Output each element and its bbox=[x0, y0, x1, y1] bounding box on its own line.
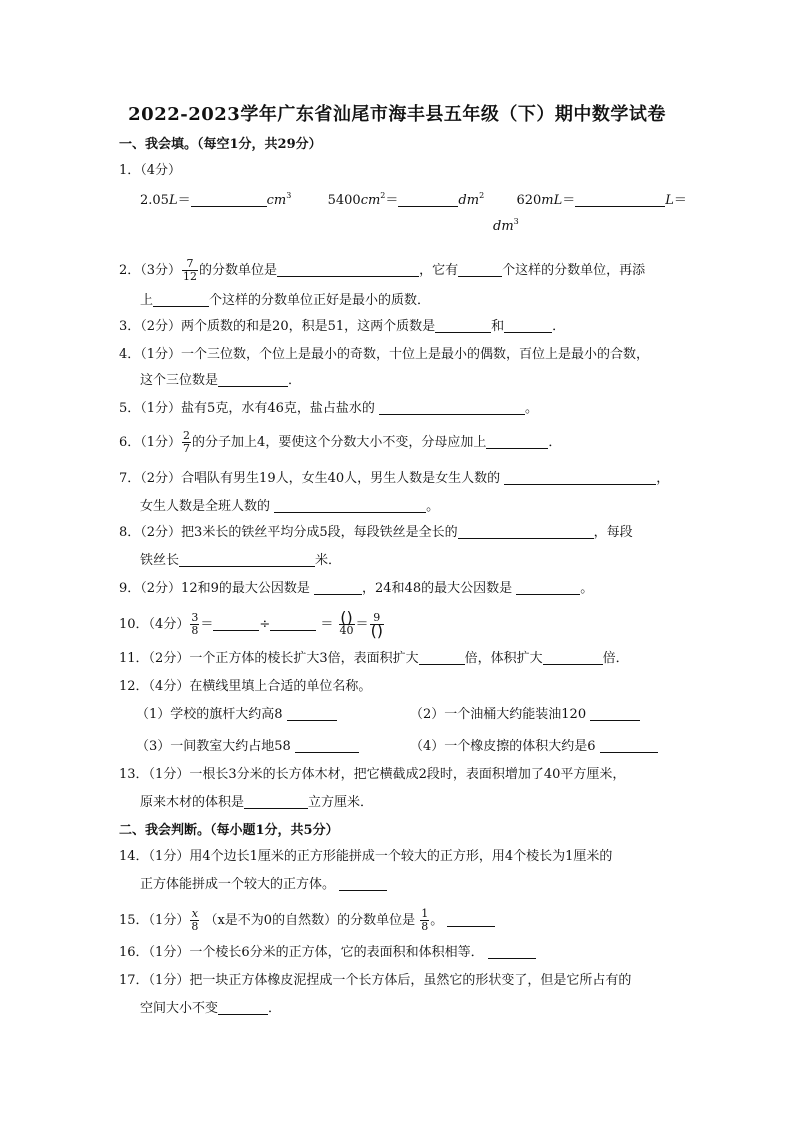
answer-blank[interactable] bbox=[244, 794, 308, 809]
fraction: $\frac{x}{8}$ bbox=[191, 907, 199, 933]
answer-blank[interactable] bbox=[274, 498, 426, 513]
answer-blank[interactable] bbox=[218, 372, 288, 387]
question-13: 13．（1分）一根长3分米的长方体木材，把它横截成2段时，表面积增加了40平方厘米， bbox=[119, 767, 626, 782]
question-6: 6．（1分） $\frac{2}{7}$ 的分子加上4，要使这个分数大小不变，分母应加上 ． bbox=[119, 429, 562, 455]
question-8: 8．（2分）把3米长的铁丝平均分成5段，每段铁丝是全长的 ，每段 bbox=[119, 525, 633, 540]
question-12-sub-4: （4）一个橡皮擦的体积大约是6 bbox=[410, 738, 684, 756]
answer-blank[interactable] bbox=[516, 580, 580, 595]
question-5: 5．（1分）盐有5克，水有46克，盐占盐水的 。 bbox=[119, 401, 539, 416]
question-4-cont: 这个三位数是 ． bbox=[140, 373, 302, 388]
answer-blank[interactable] bbox=[314, 580, 362, 595]
question-1-conversions: $2.05L= cm^3$ $5400cm^2= dm^2$ 620mL＝ L＝ bbox=[140, 191, 687, 208]
section-heading-judge: 二、我会判断。（每小题1分，共5分） bbox=[119, 823, 339, 838]
question-12-sub-1: （1）学校的旗杆大约高8 bbox=[136, 706, 684, 724]
question-7: 7．（2分）合唱队有男生19人，女生40人，男生人数是女生人数的 ， bbox=[119, 471, 670, 486]
question-8-cont: 铁丝长 米． bbox=[140, 553, 342, 568]
answer-blank[interactable] bbox=[218, 1000, 268, 1015]
question-16: 16．（1分）一个棱长6分米的正方体，它的表面积和体积相等． bbox=[119, 944, 684, 962]
fraction-box-denominator[interactable]: $\frac{9}{()}$ bbox=[370, 611, 384, 640]
question-10: 10．（4分） $\frac{3}{8}$ ＝ ÷ ＝ $\frac{()}{40}$ ＝ $\frac{9}{()}$ bbox=[119, 608, 384, 640]
answer-blank[interactable] bbox=[339, 876, 387, 891]
answer-blank[interactable] bbox=[295, 738, 359, 753]
question-2-cont: 上 个这样的分数单位正好是最小的质数． bbox=[140, 293, 431, 308]
page-title: 2022-2023学年广东省汕尾市海丰县五年级（下）期中数学试卷 bbox=[128, 104, 666, 125]
fraction: $\frac{2}{7}$ bbox=[183, 429, 191, 455]
answer-blank[interactable] bbox=[398, 192, 458, 207]
question-12-sub-3: （3）一间教室大约占地58 bbox=[136, 738, 684, 756]
answer-blank[interactable] bbox=[488, 944, 536, 959]
answer-blank[interactable] bbox=[486, 434, 548, 449]
question-1-head: 1．（4分） bbox=[119, 163, 182, 178]
answer-blank[interactable] bbox=[419, 650, 465, 665]
answer-blank[interactable] bbox=[600, 738, 658, 753]
question-17-cont: 空间大小不变 ． bbox=[140, 1001, 282, 1016]
answer-blank[interactable] bbox=[213, 616, 259, 631]
question-1-unit-wrap: $dm^3$ bbox=[493, 217, 519, 234]
answer-blank[interactable] bbox=[287, 706, 337, 721]
answer-blank[interactable] bbox=[153, 292, 209, 307]
fraction: $\frac{3}{8}$ bbox=[191, 611, 199, 637]
question-9: 9．（2分）12和9的最大公因数是 ，24和48的最大公因数是 。 bbox=[119, 581, 594, 596]
answer-blank[interactable] bbox=[504, 470, 656, 485]
question-13-cont: 原来木材的体积是 立方厘米． bbox=[140, 795, 374, 810]
question-12: 12．（4分）在横线里填上合适的单位名称。 bbox=[119, 679, 372, 694]
question-14-cont: 正方体能拼成一个较大的正方体。 bbox=[140, 876, 684, 894]
answer-blank[interactable] bbox=[590, 706, 640, 721]
fraction: $\frac{1}{8}$ bbox=[421, 907, 429, 933]
question-14: 14．（1分）用4个边长1厘米的正方形能拼成一个较大的正方形，用4个棱长为1厘米的 bbox=[119, 849, 613, 864]
question-11: 11．（2分）一个正方体的棱长扩大3倍，表面积扩大 倍，体积扩大 倍． bbox=[119, 651, 629, 666]
answer-blank[interactable] bbox=[277, 262, 419, 277]
question-2: 2．（3分） $\frac{7}{12}$ 的分数单位是 ，它有 个这样的分数单位，再添 bbox=[119, 257, 646, 283]
section-heading-fill: 一、我会填。（每空1分，共29分） bbox=[119, 137, 322, 152]
question-12-sub-2: （2）一个油桶大约能装油120 bbox=[410, 706, 684, 724]
fraction: $\frac{7}{12}$ bbox=[183, 257, 198, 283]
answer-blank[interactable] bbox=[543, 650, 603, 665]
answer-blank[interactable] bbox=[270, 616, 316, 631]
fraction-box-numerator[interactable]: $\frac{()}{40}$ bbox=[339, 608, 354, 637]
answer-blank[interactable] bbox=[447, 912, 495, 927]
question-7-cont: 女生人数是全班人数的 。 bbox=[140, 499, 440, 514]
answer-blank[interactable] bbox=[458, 262, 502, 277]
answer-blank[interactable] bbox=[179, 552, 315, 567]
question-15: 15．（1分） $\frac{x}{8}$ （x是不为0的自然数）的分数单位是 $\frac{1}{8}$ 。 bbox=[119, 908, 684, 933]
question-3: 3．（2分）两个质数的和是20，积是51，这两个质数是 和 ． bbox=[119, 319, 566, 334]
answer-blank[interactable] bbox=[575, 192, 665, 207]
answer-blank[interactable] bbox=[458, 524, 594, 539]
answer-blank[interactable] bbox=[504, 318, 552, 333]
answer-blank[interactable] bbox=[191, 192, 267, 207]
question-4: 4．（1分）一个三位数，个位上是最小的奇数，十位上是最小的偶数，百位上是最小的合数， bbox=[119, 347, 650, 362]
answer-blank[interactable] bbox=[435, 318, 491, 333]
answer-blank[interactable] bbox=[379, 400, 525, 415]
question-17: 17．（1分）把一块正方体橡皮泥捏成一个长方体后，虽然它的形状变了，但是它所占有的 bbox=[119, 973, 632, 988]
